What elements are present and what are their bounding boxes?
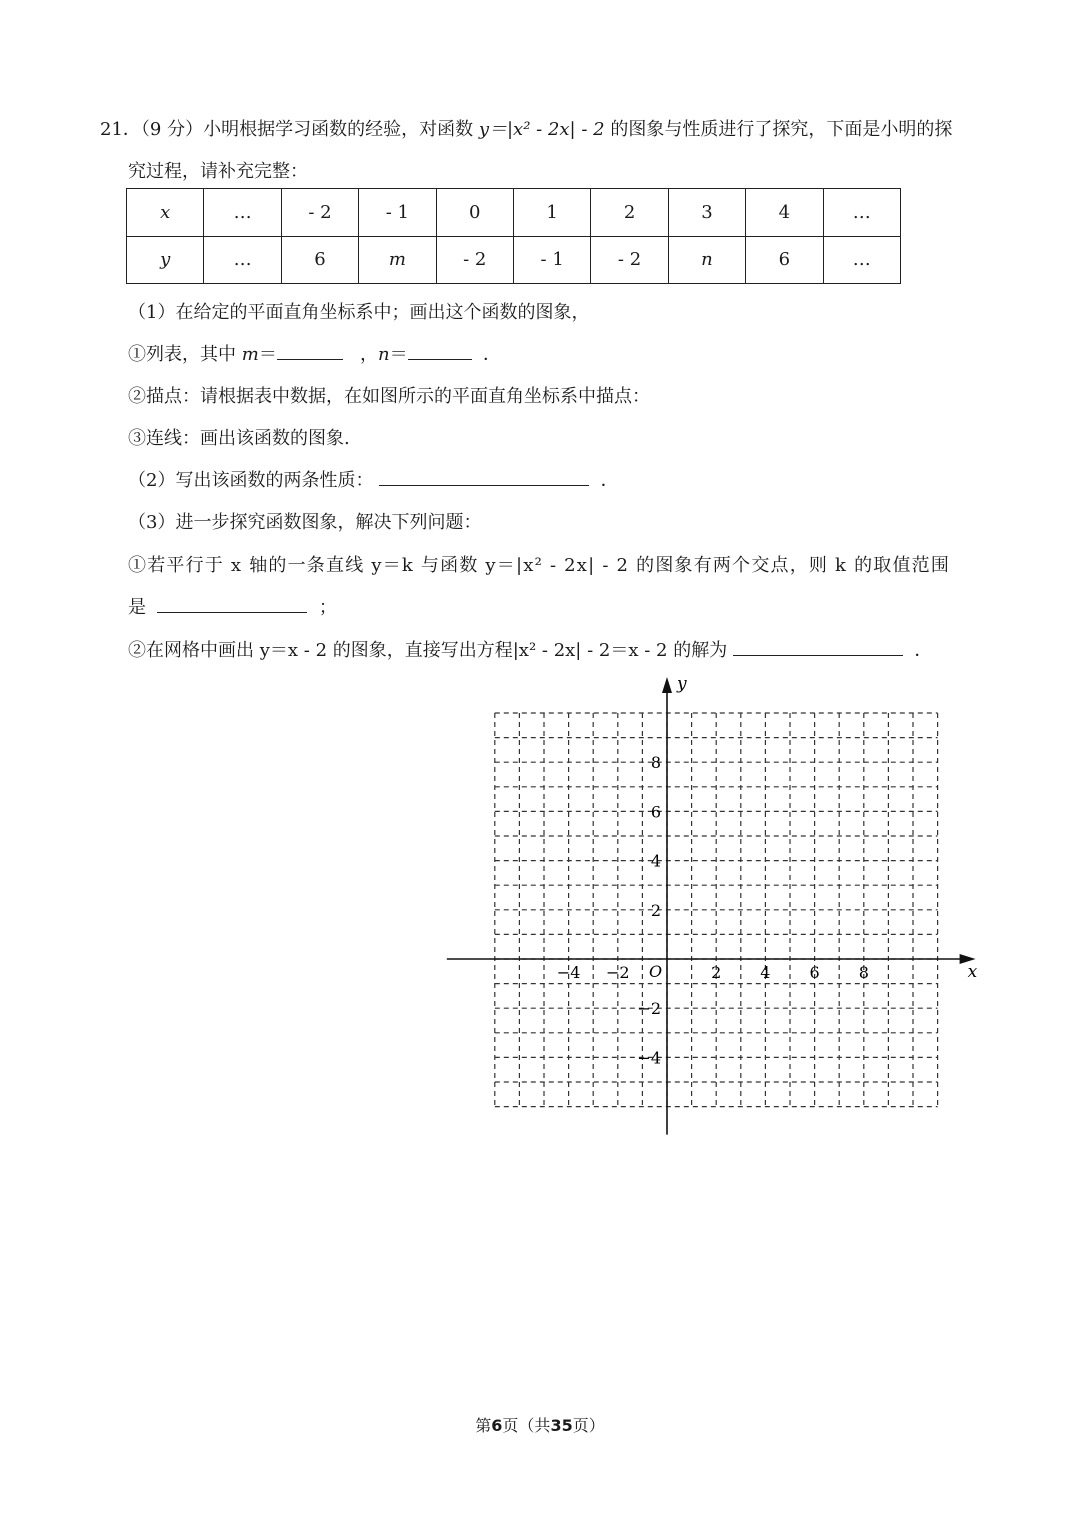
table-cell: …: [823, 189, 900, 237]
y-tick-label: 4: [650, 851, 661, 871]
question-intro-c: 究过程，请补充完整：: [128, 161, 308, 182]
page-total: 35: [550, 1416, 573, 1435]
table-cell: …: [204, 189, 281, 237]
period: ．: [483, 344, 502, 365]
question-intro-a: 小明根据学习函数的经验，对函数: [203, 119, 479, 140]
table-cell: m: [359, 236, 436, 284]
part2-text: （2）写出该函数的两条性质：: [128, 470, 374, 491]
equals-sign: ＝: [258, 344, 277, 365]
y-tick-label: −4: [637, 1048, 661, 1068]
step2-text: ②描点：请根据表中数据，在如图所示的平面直角坐标系中描点：: [128, 386, 650, 407]
table-cell: x: [127, 189, 204, 237]
x-tick-label: −4: [556, 963, 581, 982]
q1-text-b: 是: [128, 597, 146, 618]
period: ．: [600, 470, 619, 491]
footer-pre: 第: [475, 1416, 492, 1435]
table-cell: 0: [436, 189, 513, 237]
origin-label: O: [649, 962, 663, 981]
footer-post: 页）: [572, 1416, 605, 1435]
table-cell: 6: [281, 236, 358, 284]
y-tick-label: 8: [650, 753, 661, 773]
part1-title-text: （1）在给定的平面直角坐标系中；画出这个函数的图象，: [128, 302, 590, 323]
separator: ，: [359, 344, 378, 365]
part3-title-text: （3）进一步探究函数图象，解决下列问题：: [128, 512, 482, 533]
x-axis-label: x: [967, 962, 978, 982]
table-cell: - 1: [513, 236, 590, 284]
question-number: 21．: [100, 119, 141, 140]
x-tick-label: 8: [858, 963, 869, 982]
table-cell: 1: [513, 189, 590, 237]
table-cell: - 2: [281, 189, 358, 237]
semicolon: ；: [318, 597, 337, 618]
footer-mid: 页（共: [502, 1416, 551, 1435]
var-m: m: [241, 344, 259, 365]
q1-text: ①若平行于 x 轴的一条直线 y＝k 与函数 y＝|x² - 2x| - 2 的图象有两个交点，则 k 的取值范围: [128, 555, 951, 576]
x-tick-label: 4: [760, 963, 771, 982]
q2-text: ②在网格中画出 y＝x - 2 的图象，直接写出方程|x² - 2x| - 2＝x - 2 的解为: [128, 640, 728, 661]
table-cell: 2: [591, 189, 668, 237]
y-tick-label: −2: [637, 999, 661, 1019]
table-cell: - 2: [591, 236, 668, 284]
y-axis-arrow: [662, 677, 672, 693]
question-score: （9 分）: [140, 119, 204, 140]
table-cell: …: [823, 236, 900, 284]
step1-text: ①列表，其中: [128, 344, 242, 365]
period: ．: [914, 640, 933, 661]
page-number: 6: [491, 1416, 503, 1435]
page-footer: [0, 1413, 1080, 1436]
y-axis-label: y: [677, 674, 687, 694]
x-tick-label: 2: [711, 963, 722, 982]
table-cell: 3: [668, 189, 745, 237]
y-tick-label: 6: [650, 802, 661, 822]
step3-text: ③连线：画出该函数的图象.: [128, 428, 350, 449]
table-cell: 6: [746, 236, 823, 284]
question-intro-b: 的图象与性质进行了探究，下面是小明的探: [604, 119, 953, 140]
table-cell: n: [668, 236, 745, 284]
table-cell: - 1: [359, 189, 436, 237]
x-tick-label: 6: [809, 963, 820, 982]
table-cell: - 2: [436, 236, 513, 284]
var-n: n: [377, 344, 390, 365]
table-cell: y: [127, 236, 204, 284]
table-cell: …: [204, 236, 281, 284]
table-cell: 4: [746, 189, 823, 237]
equals-sign: ＝: [389, 344, 408, 365]
function-expression: y＝|x² - 2x| - 2: [478, 119, 605, 140]
y-tick-label: 2: [650, 900, 661, 920]
x-tick-label: −2: [606, 963, 630, 982]
